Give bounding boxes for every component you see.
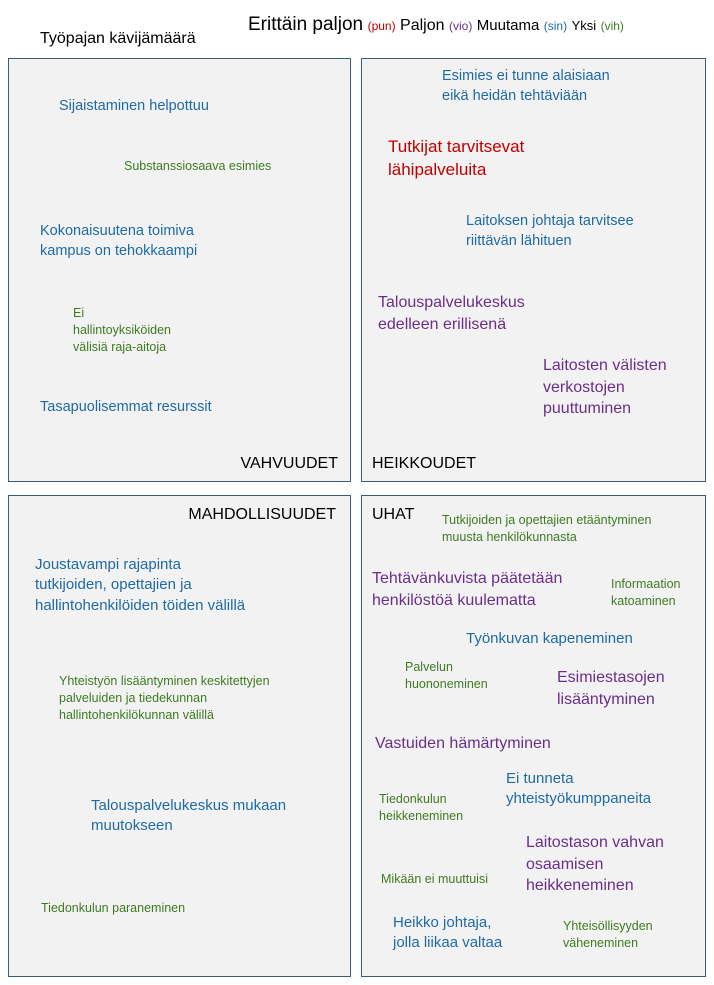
opportunity-item: Joustavampi rajapinta tutkijoiden, opettajien ja hallintohenkilöiden töiden välillä	[35, 556, 246, 614]
weakness-item: Laitosten välisten verkostojen puuttuminen	[543, 357, 667, 418]
opportunity-item: Tiedonkulun paraneminen	[41, 901, 186, 915]
opportunities-title: MAHDOLLISUUDET	[188, 506, 336, 523]
threat-item: Vastuiden hämärtyminen	[375, 735, 551, 752]
strength-item: Sijaistaminen helpottuu	[59, 98, 209, 114]
threat-item: Laitostason vahvan osaamisen heikkeneminen	[526, 834, 664, 895]
threat-item: Ei tunneta yhteistyökumppaneita	[506, 770, 652, 808]
threat-item: Esimiestasojen lisääntyminen	[557, 669, 665, 708]
weaknesses-title: HEIKKOUDET	[372, 455, 477, 472]
threat-item: Yhteisöllisyyden väheneminen	[563, 919, 653, 950]
threat-item: Palvelun huononeminen	[405, 660, 488, 691]
strengths-quadrant	[8, 58, 351, 482]
opportunity-item: Yhteistyön lisääntyminen keskitettyjen palveluiden ja tiedekunnan hallintohenkilökunnan välillä	[59, 674, 270, 722]
threat-item: Informaation katoaminen	[611, 577, 681, 608]
weakness-item: Esimies ei tunne alaisiaan eikä heidän tehtäviään	[442, 68, 610, 104]
frequency-legend	[248, 14, 624, 36]
legend-some: Muutama (sin)	[476, 17, 568, 34]
strengths-title: VAHVUUDET	[240, 455, 338, 472]
strength-item: Ei hallintoyksiköiden välisiä raja-aitoja	[73, 306, 171, 354]
threat-item: Työnkuvan kapeneminen	[466, 630, 633, 647]
legend-many: Paljon (vio)	[400, 17, 473, 34]
threats-title: UHAT	[372, 506, 415, 523]
legend-very-many: Erittäin paljon (pun)	[248, 14, 396, 35]
strength-item: Kokonaisuutena toimiva kampus on tehokkaampi	[40, 223, 198, 259]
weakness-item: Laitoksen johtaja tarvitsee riittävän lähituen	[466, 213, 634, 249]
threat-item: Tutkijoiden ja opettajien etääntyminen muusta henkilökunnasta	[442, 513, 652, 544]
opportunity-item: Talouspalvelukeskus mukaan muutokseen	[91, 797, 287, 835]
weakness-item: Talouspalvelukeskus edelleen erillisenä	[378, 294, 525, 333]
threat-item: Tiedonkulun heikkeneminen	[379, 792, 464, 823]
threat-item: Tehtävänkuvista päätetään henkilöstöä kuulematta	[372, 570, 563, 609]
attendance-line-1: Työpajan kävijämäärä	[40, 29, 196, 47]
threat-item: Mikään ei muuttuisi	[381, 872, 488, 886]
threat-item: Heikko johtaja, jolla liikaa valtaa	[393, 914, 503, 952]
strength-item: Tasapuolisemmat resurssit	[40, 399, 212, 415]
weakness-item: Tutkijat tarvitsevat lähipalveluita	[388, 137, 525, 179]
strength-item: Substanssiosaava esimies	[124, 159, 272, 173]
legend-one: Yksi (vih)	[571, 18, 624, 33]
